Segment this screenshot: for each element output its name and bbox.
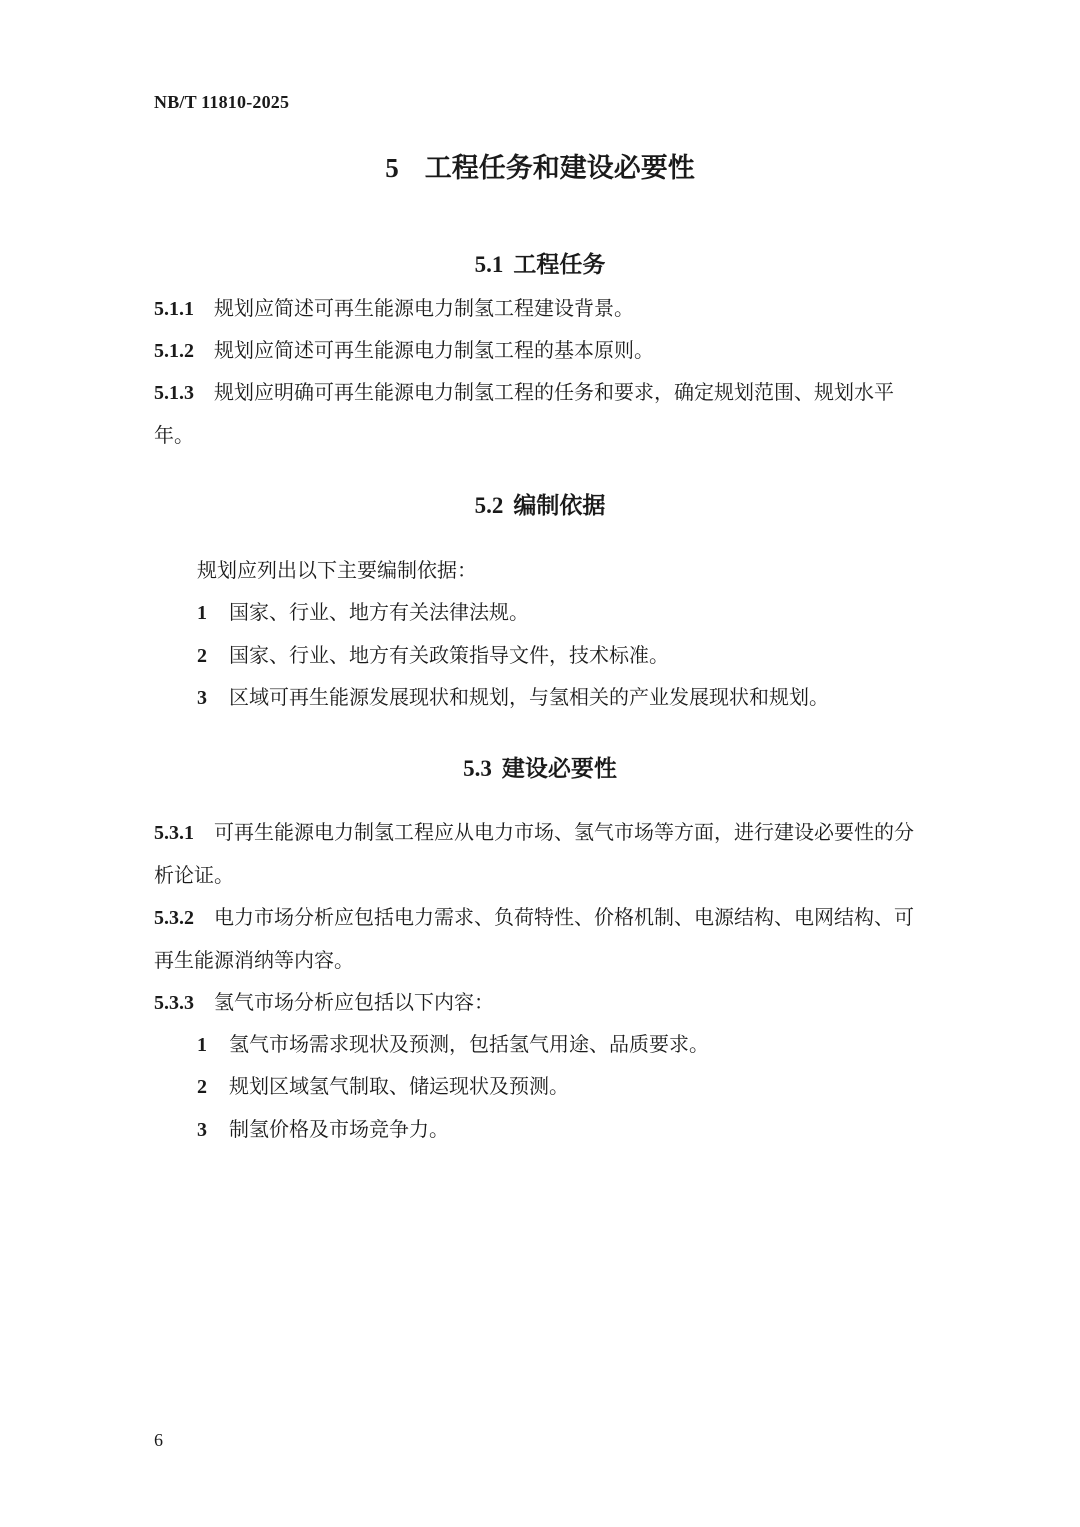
chapter-number: 5	[385, 153, 399, 183]
list-item	[197, 676, 917, 719]
list-item	[197, 1108, 917, 1151]
clause-text: 电力市场分析应包括电力需求、负荷特性、价格机制、电源结构、电网结构、可再生能源消纳等内容。	[154, 905, 914, 972]
clause-number: 5.3.3	[154, 992, 194, 1014]
section-number: 5.1	[474, 252, 504, 277]
page-number: 6	[154, 1430, 163, 1450]
item-number: 3	[197, 1119, 207, 1141]
list-item	[197, 1065, 917, 1108]
clause-5-3-3	[154, 981, 918, 1024]
clause-5-1-3	[154, 371, 918, 456]
section-intro: 规划应列出以下主要编制依据：	[197, 558, 477, 582]
item-number: 1	[197, 1034, 207, 1056]
item-number: 3	[197, 687, 207, 709]
clause-number: 5.3.2	[154, 907, 194, 929]
item-text: 氢气市场需求现状及预测，包括氢气用途、品质要求。	[229, 1032, 709, 1056]
clause-text: 可再生能源电力制氢工程应从电力市场、氢气市场等方面，进行建设必要性的分析论证。	[154, 820, 914, 887]
clause-number: 5.1.3	[154, 382, 194, 404]
clause-text: 规划应简述可再生能源电力制氢工程建设背景。	[214, 296, 634, 320]
clause-5-1-1	[154, 287, 918, 330]
clause-number: 5.1.1	[154, 298, 194, 320]
item-text: 区域可再生能源发展现状和规划，与氢相关的产业发展现状和规划。	[229, 685, 829, 709]
chapter-title-text: 工程任务和建设必要性	[424, 153, 695, 184]
item-text: 规划区域氢气制取、储运现状及预测。	[229, 1074, 569, 1098]
item-text: 制氢价格及市场竞争力。	[229, 1117, 449, 1141]
section-title-5-2	[0, 487, 1080, 520]
clause-text: 氢气市场分析应包括以下内容：	[214, 990, 494, 1014]
clause-5-3-1	[154, 811, 918, 896]
document-code: NB/T 11810-2025	[154, 92, 290, 112]
item-number: 2	[197, 1076, 207, 1098]
item-text: 国家、行业、地方有关法律法规。	[229, 600, 529, 624]
item-number: 1	[197, 602, 207, 624]
section-title-text: 建设必要性	[501, 756, 617, 782]
clause-5-3-2	[154, 896, 918, 981]
chapter-title	[0, 146, 1080, 185]
list-item	[197, 1023, 917, 1066]
section-title-text: 编制依据	[513, 493, 606, 519]
clause-5-1-2	[154, 329, 918, 372]
section-title-5-1	[0, 246, 1080, 279]
item-number: 2	[197, 645, 207, 667]
section-title-5-3	[0, 750, 1080, 783]
section-number: 5.2	[474, 493, 504, 518]
clause-text: 规划应简述可再生能源电力制氢工程的基本原则。	[214, 338, 654, 362]
item-text: 国家、行业、地方有关政策指导文件，技术标准。	[229, 643, 669, 667]
clause-text: 规划应明确可再生能源电力制氢工程的任务和要求，确定规划范围、规划水平年。	[154, 380, 894, 447]
section-title-text: 工程任务	[513, 252, 606, 278]
list-item	[197, 591, 917, 634]
section-number: 5.3	[463, 756, 492, 781]
list-item	[197, 634, 917, 677]
clause-number: 5.1.2	[154, 340, 194, 362]
clause-number: 5.3.1	[154, 822, 194, 844]
